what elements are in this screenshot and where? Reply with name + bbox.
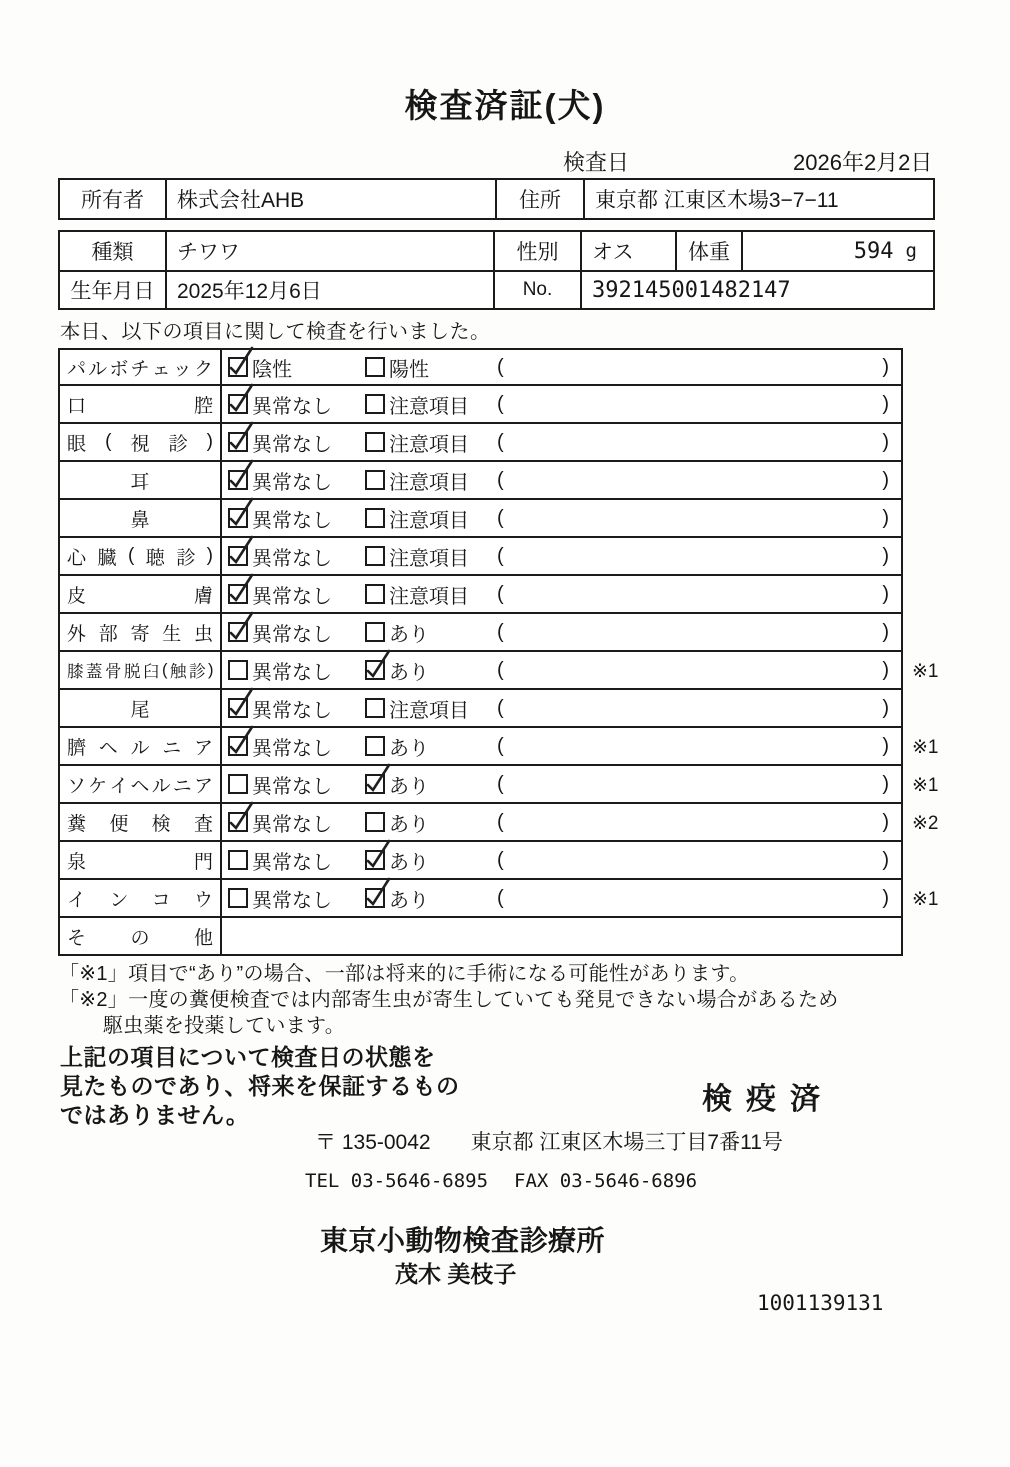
option [228,808,365,837]
check-icon [364,761,392,793]
open-paren: ( [497,734,504,757]
item-options [222,538,903,576]
open-paren: ( [497,848,504,871]
option [365,656,497,685]
checklist-row [58,576,967,614]
check-icon [227,609,255,641]
disclaimer-line: ではありません。 [60,1102,250,1128]
option-text: 陰性 [252,358,292,381]
check-icon [364,875,392,907]
reference-mark: ※1 [912,888,939,910]
number-value: 392145001482147 [580,272,933,308]
item-label: 外 部 寄 生 虫 [58,614,222,652]
item-options [222,500,903,538]
option-text: 注意項目 [389,395,469,418]
item-options [222,918,903,956]
open-paren: ( [497,506,504,529]
footnotes [59,961,839,1039]
item-options [222,728,903,766]
option [228,466,365,495]
checked-checkbox [365,660,385,680]
option [228,846,365,875]
disclaimer-line: 上記の項目について検査日の状態を [60,1044,436,1070]
item-options [222,462,903,500]
option-text: 異常なし [252,585,332,608]
checklist-row [58,842,967,880]
clinic-phone-line [305,1170,697,1192]
item-label: 糞 便 検 査 [58,804,222,842]
checked-checkbox [365,888,385,908]
close-paren: ) [882,810,889,833]
sex-value: オス [580,232,675,270]
checklist-row [58,728,967,766]
reference-mark [903,462,967,500]
reference-mark: ※1 [912,736,939,758]
close-paren: ) [882,392,889,415]
checked-checkbox [365,774,385,794]
option [365,808,497,837]
checklist-table [58,348,967,956]
reference-mark [903,918,967,956]
owner-value: 株式会社AHB [165,180,495,218]
empty-checkbox [365,470,385,490]
option [365,770,497,799]
open-paren: ( [497,772,504,795]
item-options [222,348,903,386]
open-paren: ( [497,620,504,643]
sex-label: 性別 [493,232,580,270]
option [228,732,365,761]
empty-checkbox [365,432,385,452]
empty-checkbox [365,584,385,604]
signer-name: 茂木 美枝子 [395,1261,517,1287]
option-text: 異常なし [252,471,332,494]
option [228,542,365,571]
option-text: あり [389,737,429,760]
check-icon [227,799,255,831]
option [228,428,365,457]
checklist-row [58,386,967,424]
item-options [222,424,903,462]
option-text: 注意項目 [389,509,469,532]
option [365,694,497,723]
close-paren: ) [882,658,889,681]
item-options [222,614,903,652]
item-options [222,804,903,842]
reference-mark [903,386,967,424]
empty-checkbox [365,812,385,832]
checklist-row [58,652,967,690]
item-label: ソ ケ イ ヘ ル ニ ア [58,766,222,804]
item-label: 鼻 [58,500,222,538]
close-paren: ) [882,544,889,567]
remarks-field [497,735,901,758]
checked-checkbox [228,432,248,452]
checked-checkbox [228,394,248,414]
open-paren: ( [497,886,504,909]
footnote-2: 「※2」一度の糞便検査では内部寄生虫が寄生していても発見できない場合があるため [59,989,839,1011]
checklist-row [58,918,967,956]
open-paren: ( [497,468,504,491]
item-label: 泉 門 [58,842,222,880]
option [228,694,365,723]
checked-checkbox [228,470,248,490]
option-text: 異常なし [252,699,332,722]
close-paren: ) [882,620,889,643]
option [365,884,497,913]
open-paren: ( [497,392,504,415]
option [365,580,497,609]
disclaimer-line: 見たものであり、将来を保証するもの [60,1073,460,1099]
check-icon [227,419,255,451]
weight-unit: g [905,240,917,262]
empty-checkbox [365,546,385,566]
remarks-field [497,621,901,644]
remarks-field [497,469,901,492]
checklist-row [58,424,967,462]
close-paren: ) [882,696,889,719]
option-text: あり [389,775,429,798]
empty-checkbox [228,774,248,794]
clinic-address-line [315,1126,783,1156]
option-text: 注意項目 [389,433,469,456]
check-icon [227,457,255,489]
check-icon [364,837,392,869]
open-paren: ( [497,810,504,833]
owner-table [58,178,935,220]
item-options [222,576,903,614]
option [365,428,497,457]
intro-text: 本日、以下の項目に関して検査を行いました。 [60,321,491,343]
option-text: 異常なし [252,813,332,836]
reference-mark [903,842,967,880]
item-label: そ の 他 [58,918,222,956]
option [365,390,497,419]
breed-value: チワワ [165,232,493,270]
empty-checkbox [365,698,385,718]
empty-checkbox [365,357,385,377]
empty-checkbox [228,850,248,870]
check-icon [364,647,392,679]
checked-checkbox [228,584,248,604]
document-number: 1001139131 [757,1291,884,1315]
number-label: No. [493,272,580,308]
item-options [222,880,903,918]
remarks-field [497,583,901,606]
checked-checkbox [228,622,248,642]
close-paren: ) [882,848,889,871]
option-text: 異常なし [252,851,332,874]
option [228,390,365,419]
remarks-field [497,849,901,872]
open-paren: ( [497,430,504,453]
clinic-fax: FAX 03-5646-6896 [514,1170,698,1192]
clinic-name: 東京小動物検査診療所 [320,1225,606,1256]
weight-label: 体重 [675,232,741,270]
checked-checkbox [228,357,248,377]
close-paren: ) [882,886,889,909]
option [365,353,497,382]
remarks-field [497,659,901,682]
inspection-date-label: 検査日 [563,150,630,175]
page-title: 検査済証(犬) [404,87,606,124]
check-icon [227,723,255,755]
reference-mark [903,348,967,386]
disclaimer-statement [60,1043,460,1130]
checklist-row [58,804,967,842]
checklist-row [58,538,967,576]
option-text: あり [389,813,429,836]
item-options [222,652,903,690]
close-paren: ) [882,506,889,529]
close-paren: ) [882,734,889,757]
empty-checkbox [365,508,385,528]
checked-checkbox [228,736,248,756]
remarks-field [497,697,901,720]
option [365,542,497,571]
reference-mark [903,614,967,652]
option [365,846,497,875]
close-paren: ) [882,430,889,453]
checked-checkbox [228,698,248,718]
remarks-field [497,545,901,568]
option [228,770,365,799]
empty-checkbox [228,888,248,908]
weight-value: 594 [853,238,894,264]
check-icon [227,495,255,527]
close-paren: ) [882,582,889,605]
remarks-field [497,507,901,530]
remarks-field [497,431,901,454]
item-label: 口 腔 [58,386,222,424]
checklist-row [58,880,967,918]
option [228,884,365,913]
option-text: 異常なし [252,509,332,532]
reference-mark: ※2 [912,812,939,834]
item-options [222,386,903,424]
empty-checkbox [365,394,385,414]
option-text: あり [389,889,429,912]
footnote-2-continued: 駆虫薬を投薬しています。 [103,1015,345,1037]
checklist-row [58,348,967,386]
item-label: 臍 ヘ ル ニ ア [58,728,222,766]
item-label: 心 臓 ( 聴 診 ) [58,538,222,576]
option-text: 注意項目 [389,585,469,608]
option-text: 異常なし [252,737,332,760]
remarks-field [497,773,901,796]
postal-code: 〒 135-0042 [315,1131,431,1154]
check-icon [227,533,255,565]
address-value: 東京都 江東区木場3−7−11 [583,180,933,218]
item-label: 耳 [58,462,222,500]
item-options [222,842,903,880]
check-icon [227,571,255,603]
open-paren: ( [497,696,504,719]
checked-checkbox [228,812,248,832]
clinic-tel: TEL 03-5646-6895 [305,1170,489,1192]
option [365,504,497,533]
option-text: 陽性 [389,358,429,381]
item-label: 膝 蓋 骨 脱 臼 ( 触 診 ) [58,652,222,690]
open-paren: ( [497,544,504,567]
footnote-1: 「※1」項目で“あり”の場合、一部は将来的に手術になる可能性があります。 [59,963,750,985]
clinic-address: 東京都 江東区木場三丁目7番11号 [470,1131,783,1154]
option [228,353,365,382]
checked-checkbox [228,508,248,528]
quarantine-passed-stamp: 検疫済 [702,1083,834,1116]
close-paren: ) [882,772,889,795]
option-text: 異常なし [252,889,332,912]
option-text: 注意項目 [389,471,469,494]
item-label: 尾 [58,690,222,728]
option-text: あり [389,851,429,874]
check-icon [227,381,255,413]
option [228,656,365,685]
address-label: 住所 [495,180,583,218]
option-text: 異常なし [252,623,332,646]
reference-mark [903,500,967,538]
reference-mark [903,424,967,462]
reference-mark [903,538,967,576]
empty-checkbox [365,622,385,642]
option-text: あり [389,661,429,684]
item-label: 皮 膚 [58,576,222,614]
checklist-row [58,614,967,652]
open-paren: ( [497,658,504,681]
item-options [222,690,903,728]
item-options [222,766,903,804]
check-icon [227,344,255,376]
checklist-row [58,766,967,804]
birthdate-label: 生年月日 [70,280,155,303]
remarks-field [497,811,901,834]
empty-checkbox [365,736,385,756]
option [228,618,365,647]
owner-label: 所有者 [81,189,144,212]
option [365,466,497,495]
remarks-field [497,356,901,379]
open-paren: ( [497,582,504,605]
inspection-date-value: 2026年2月2日 [793,150,933,175]
empty-checkbox [228,660,248,680]
open-paren: ( [497,355,504,378]
reference-mark: ※1 [912,774,939,796]
remarks-field [497,393,901,416]
remarks-field [497,887,901,910]
option [228,580,365,609]
reference-mark [903,690,967,728]
close-paren: ) [882,468,889,491]
checklist-row [58,462,967,500]
option-text: 注意項目 [389,547,469,570]
option-text: 異常なし [252,661,332,684]
breed-label: 種類 [91,241,134,264]
checked-checkbox [228,546,248,566]
checked-checkbox [365,850,385,870]
option-text: 異常なし [252,433,332,456]
item-label: イ ン コ ウ [58,880,222,918]
birthdate-value: 2025年12月6日 [165,272,493,308]
reference-mark: ※1 [912,660,939,682]
option-text: 異常なし [252,547,332,570]
close-paren: ) [882,355,889,378]
option [228,504,365,533]
item-label: 眼 ( 視 診 ) [58,424,222,462]
item-label: パ ル ボ チ ェ ッ ク [58,348,222,386]
option-text: 異常なし [252,395,332,418]
check-icon [227,685,255,717]
option-text: あり [389,623,429,646]
option [365,618,497,647]
pet-table [58,230,935,310]
checklist-row [58,500,967,538]
option-text: 注意項目 [389,699,469,722]
option-text: 異常なし [252,775,332,798]
option [365,732,497,761]
reference-mark [903,576,967,614]
checklist-row [58,690,967,728]
